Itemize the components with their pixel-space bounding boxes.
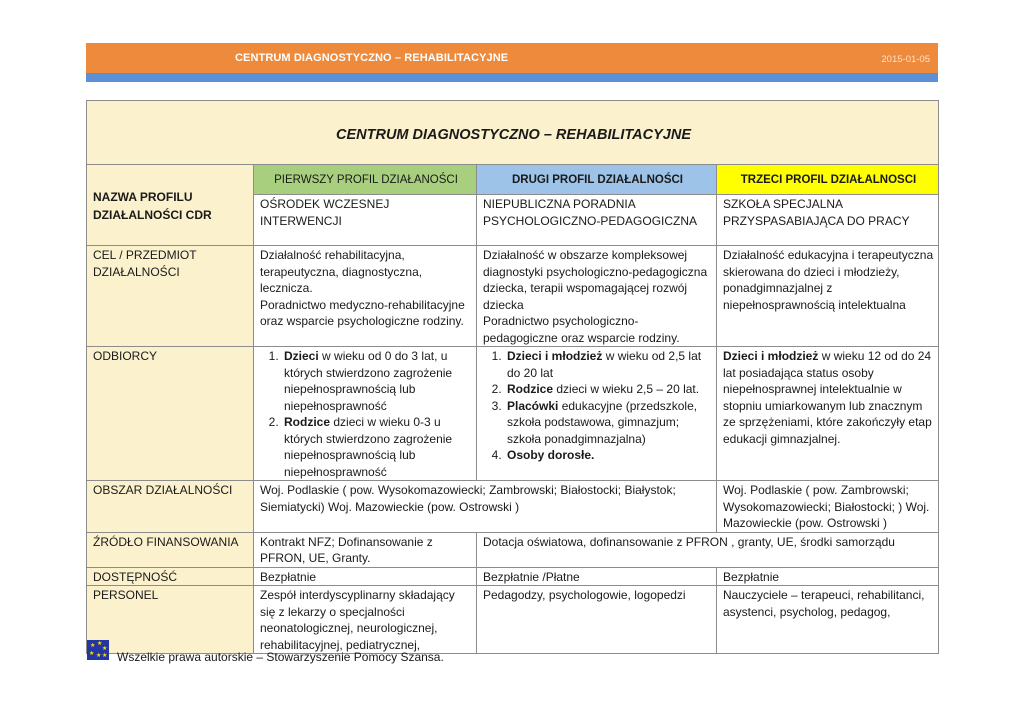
goal-label: CEL / PRZEDMIOT DZIAŁALNOŚCI <box>87 246 254 347</box>
funding-2-3: Dotacja oświatowa, dofinansowanie z PFRON , granty, UE, środki samorządu <box>477 532 939 567</box>
access-3: Bezpłatnie <box>717 567 939 586</box>
phase-1-header: PIERWSZY PROFIL DZIAŁANOŚCI <box>254 165 477 195</box>
eu-flag-icon: ★ ★ ★ ★ ★ ★ <box>89 641 108 659</box>
staff-3: Nauczyciele – terapeuci, rehabilitanci, asystenci, psycholog, pedagog, <box>717 586 939 654</box>
goal-1-line-2: Poradnictwo medyczno-rehabilitacyjne oraz wsparcie psychologiczne rodziny. <box>260 297 465 328</box>
phase-3-header: TRZECI PROFIL DZIAŁALNOSCI <box>717 165 939 195</box>
area-label: OBSZAR DZIAŁALNOŚCI <box>87 481 254 533</box>
profile-table <box>86 100 939 654</box>
funding-1: Kontrakt NFZ; Dofinansowanie z PFRON, UE, Granty. <box>254 532 477 567</box>
list-item: 2. Rodzice dzieci w wieku 0-3 u których stwierdzono zagrożenie niepełnosprawnością lub niepełnosprawność <box>282 414 472 480</box>
area-1-2: Woj. Podlaskie ( pow. Wysokomazowiecki; Zambrowski; Białostocki; Białystok; Siemiatycki) Woj. Mazowieckie (pow. Ostrowski ) <box>254 481 717 533</box>
recipients-2 <box>477 347 717 481</box>
phase-1-name: OŚRODEK WCZESNEJ INTERWENCJI <box>254 195 477 246</box>
goal-3: Działalność edukacyjna i terapeutyczna skierowana do dzieci i młodzieży, ponadgimnazjalnej z niepełnosprawnością intelektualna <box>717 246 939 347</box>
area-3: Woj. Podlaskie ( pow. Zambrowski; Wysokomazowiecki; Białostocki; ) Woj. Mazowieckie (pow. Ostrowski ) <box>717 481 939 533</box>
list-item: 1. Dzieci w wieku od 0 do 3 lat, u których stwierdzono zagrożenie niepełnosprawnością lub niepełnosprawność <box>282 348 472 414</box>
goal-2-line-2: Poradnictwo psychologiczno-pedagogiczne oraz wsparcie rodziny. <box>483 314 680 345</box>
list-item: 1. Dzieci i młodzież w wieku od 2,5 lat do 20 lat <box>505 348 712 381</box>
recipients-label: ODBIORCY <box>87 347 254 481</box>
list-item: 4. Osoby dorosłe. <box>505 447 712 464</box>
goal-2 <box>477 246 717 347</box>
footer-copyright: Wszelkie prawa autorskie – Stowarzyszenie Pomocy Szansa. <box>117 650 444 664</box>
goal-1-line-1: Działalność rehabilitacyjna, terapeutyczna, diagnostyczna, lecznicza. <box>260 248 423 295</box>
recipients-1 <box>254 347 477 481</box>
recipients-3: Dzieci i młodzież w wieku 12 od do 24 lat posiadająca status osoby niepełnosprawnej intelektualnie w stopniu umiarkowanym lub znacznym ze sprzężeniami, które zakończyły etap edukacji gimnazjalnej. <box>717 347 939 481</box>
staff-2: Pedagodzy, psychologowie, logopedzi <box>477 586 717 654</box>
access-label: DOSTĘPNOŚĆ <box>87 567 254 586</box>
funding-label: ŹRÓDŁO FINANSOWANIA <box>87 532 254 567</box>
phase-2-header: DRUGI PROFIL DZIAŁALNOŚCI <box>477 165 717 195</box>
list-item: 3. Placówki edukacyjne (przedszkole, szkoła podstawowa, gimnazjum; szkoła ponadgimnazjalna) <box>505 398 712 448</box>
goal-2-line-1: Działalność w obszarze kompleksowej diagnostyki psychologiczno-pedagogiczna dziecka, terapii wspomagającej rozwój dziecka <box>483 248 708 312</box>
staff-1: Zespół interdyscyplinarny składający się z lekarzy o specjalności neonatologicznej, neurologicznej, rehabilitacyjnej, pediatrycznej, <box>254 586 477 654</box>
phase-2-name: NIEPUBLICZNA PORADNIA PSYCHOLOGICZNO-PEDAGOGICZNA <box>477 195 717 246</box>
header-stripe <box>86 73 938 82</box>
goal-1 <box>254 246 477 347</box>
header-bar <box>86 43 938 73</box>
table-title: CENTRUM DIAGNOSTYCZNO – REHABILITACYJNE <box>87 101 939 165</box>
header-date: 2015-01-05 <box>881 54 930 65</box>
list-item: 2. Rodzice dzieci w wieku 2,5 – 20 lat. <box>505 381 712 398</box>
header-title: CENTRUM DIAGNOSTYCZNO – REHABILITACYJNE <box>235 52 509 64</box>
staff-label: PERSONEL <box>87 586 254 654</box>
access-1: Bezpłatnie <box>254 567 477 586</box>
phase-3-name: SZKOŁA SPECJALNA PRZYSPASABIAJĄCA DO PRACY <box>717 195 939 246</box>
access-2: Bezpłatnie /Płatne <box>477 567 717 586</box>
profile-name-label: NAZWA PROFILU DZIAŁALNOŚCI CDR <box>87 165 254 246</box>
